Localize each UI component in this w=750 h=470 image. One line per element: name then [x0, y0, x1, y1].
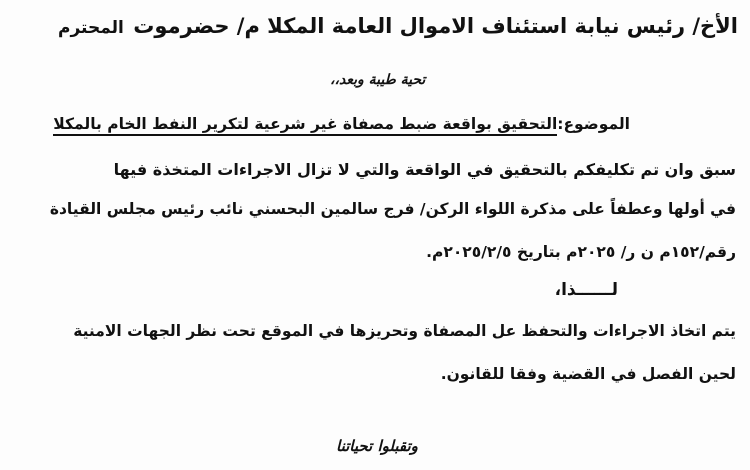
body-line: في أولها وعطفاً على مذكرة اللواء الركن/ فرج سالمين البحسني نائب رئيس مجلس القيادة: [49, 200, 736, 218]
request-line: يتم اتخاذ الاجراءات والتحفظ عل المصفاة وتحريزها في الموقع تحت نظر الجهات الامنية: [73, 322, 736, 340]
closing: وتقبلوا تحياتنا: [336, 437, 418, 455]
therefore-heading: لــــــذا،: [554, 280, 618, 300]
subject-text: التحقيق بواقعة ضبط مصفاة غير شرعية لتكرير النفط الخام بالمكلا: [53, 115, 557, 136]
body-line: رقم/١٥٢م ن ر/ ٢٠٢٥م بتاريخ ٢٠٢٥/٢/٥م.: [426, 243, 736, 261]
greeting: تحية طيبة وبعد،،: [330, 72, 426, 88]
recipient-line: الأخ/ رئيس نيابة استئناف الاموال العامة المكلا م/ حضرموت: [133, 14, 738, 38]
body-line: سبق وان تم تكليفكم بالتحقيق في الواقعة والتي لا تزال الاجراءات المتخذة فيها: [113, 160, 736, 179]
subject-label: الموضوع:: [557, 115, 630, 133]
subject-line: [53, 115, 630, 133]
request-line: لحين الفصل في القضية وفقا للقانون.: [440, 365, 736, 383]
honorific: المحترم: [58, 18, 124, 38]
